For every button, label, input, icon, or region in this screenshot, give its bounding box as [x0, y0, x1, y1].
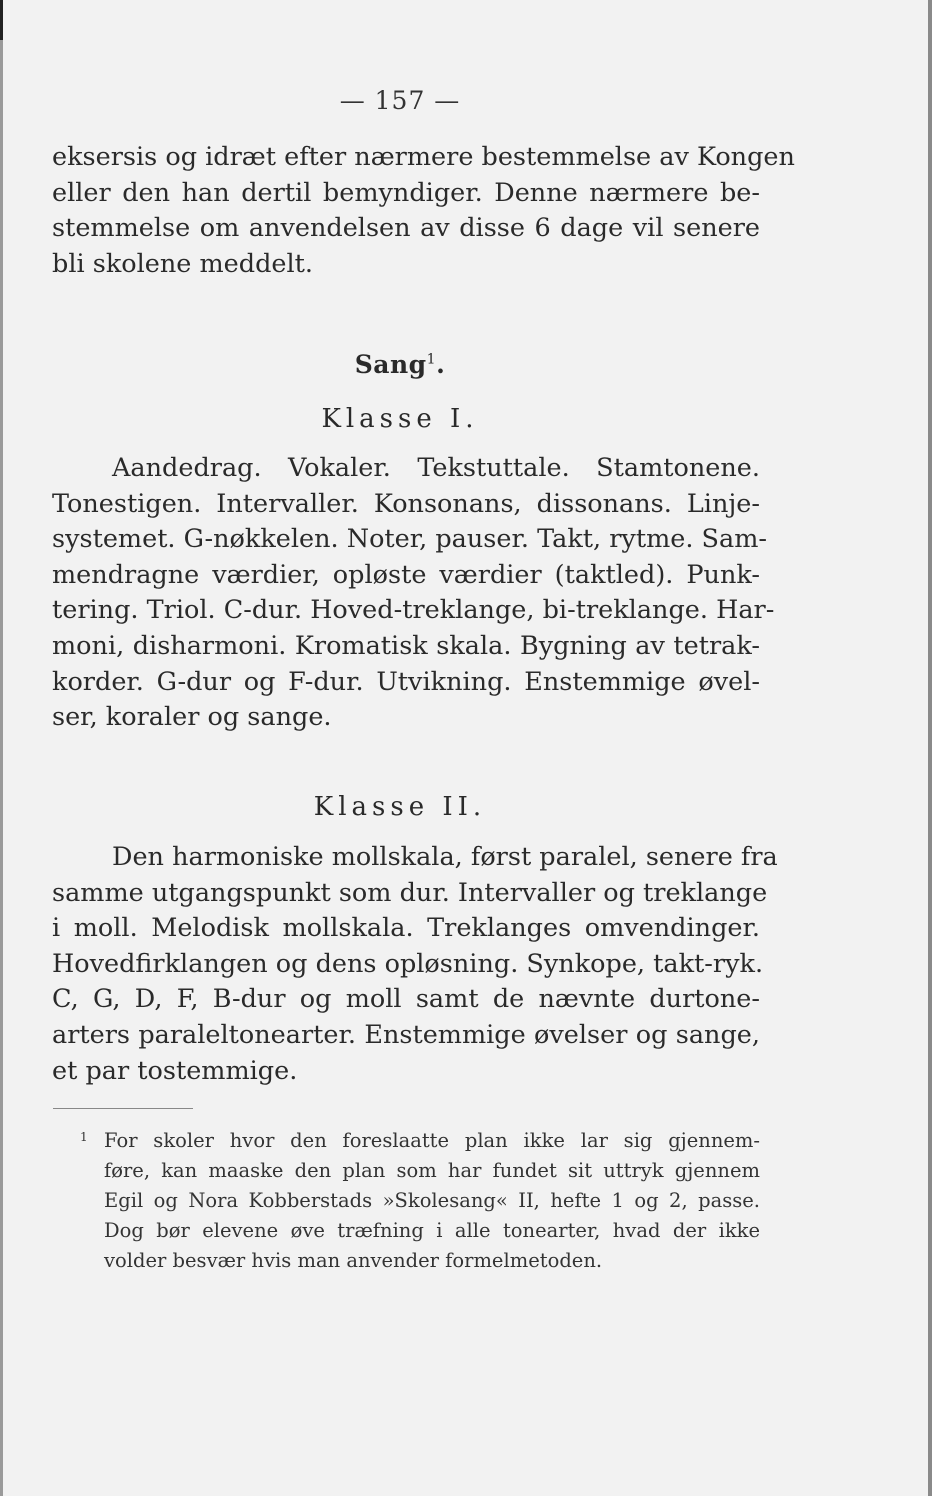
intro-line: eksersis og idræt efter nærmere bestemmelse av Kongen: [52, 142, 795, 172]
section-heading-sang: [0, 350, 800, 379]
klasse-1-line: moni, disharmoni. Kromatisk skala. Bygning av tetrak-: [52, 630, 760, 661]
klasse-2-line: Den harmoniske mollskala, først paralel, senere fra: [112, 842, 778, 872]
klasse-2-line: C, G, D, F, B-dur og moll samt de nævnte durtone-: [52, 984, 760, 1015]
klasse-2-paragraph: [52, 840, 778, 1089]
klasse-1-line: mendragne værdier, opløste værdier (taktled). Punk-: [52, 559, 760, 590]
klasse-1-heading: Klasse I.: [321, 404, 479, 434]
klasse-1-line: systemet. G-nøkkelen. Noter, pauser. Takt, rytme. Sam-: [52, 524, 768, 555]
klasse-1-line: ser, koraler og sange.: [52, 702, 332, 733]
footnote: [80, 1126, 760, 1276]
klasse-2-line: samme utgangspunkt som dur. Intervaller og treklange: [52, 877, 768, 908]
klasse-2-line: i moll. Melodisk mollskala. Treklanges omvendinger.: [52, 913, 760, 944]
footnote-separator: [53, 1108, 193, 1109]
klasse-2-line: et par tostemmige.: [52, 1055, 298, 1086]
intro-line: stemmelse om anvendelsen av disse 6 dage vil senere: [52, 213, 760, 244]
klasse-1-line: korder. G-dur og F-dur. Utvikning. Enstemmige øvel-: [52, 666, 760, 697]
klasse-1-line: Aandedrag. Vokaler. Tekstuttale. Stamtonene.: [112, 453, 760, 483]
klasse-1-line: tering. Triol. C-dur. Hoved-treklange, bi-treklange. Har-: [52, 595, 775, 626]
klasse-2-line: Hovedfirklangen og dens opløsning. Synkope, takt-ryk.: [52, 948, 764, 979]
page-edge-left: [0, 0, 3, 1496]
intro-line: bli skolene meddelt.: [52, 248, 314, 279]
footnote-mark: 1: [80, 1130, 88, 1144]
footnote-line: Egil og Nora Kobberstads »Skolesang« II, hefte 1 og 2, passe.: [104, 1189, 760, 1212]
section-title: Sang: [354, 350, 427, 379]
footnote-line: volder besvær hvis man anvender formelmetoden.: [104, 1249, 603, 1272]
footnote-line: føre, kan maaske den plan som har fundet sit uttryk gjennem: [104, 1159, 760, 1182]
footnote-line: For skoler hvor den foreslaatte plan ikke lar sig gjennem-: [104, 1129, 760, 1152]
page-edge-right: [928, 0, 932, 1496]
klasse-1-line: Tonestigen. Intervaller. Konsonans, dissonans. Linje-: [52, 488, 760, 519]
footnote-line: Dog bør elevene øve træfning i alle tonearter, hvad der ikke: [104, 1219, 760, 1242]
klasse-1-paragraph: [52, 451, 775, 736]
klasse-2-heading: Klasse II.: [313, 792, 487, 822]
section-title-period: .: [436, 350, 446, 379]
intro-line: eller den han dertil bemyndiger. Denne nærmere be-: [52, 177, 760, 208]
intro-paragraph: [52, 140, 795, 282]
footnote-reference: 1: [426, 351, 437, 368]
klasse-2-line: arters paraleltonearter. Enstemmige øvelser og sange,: [52, 1019, 760, 1050]
page-number: — 157 —: [339, 86, 461, 115]
